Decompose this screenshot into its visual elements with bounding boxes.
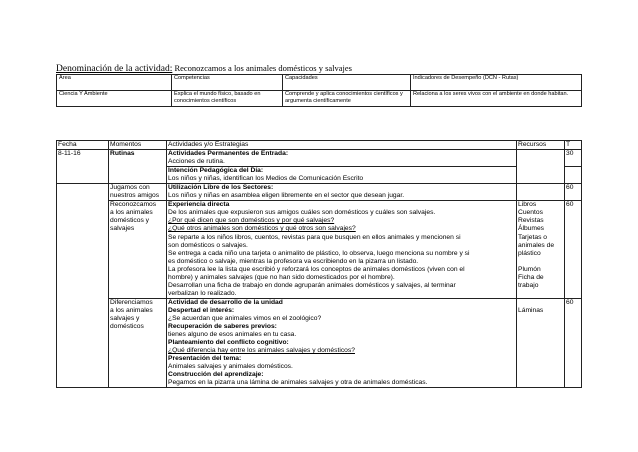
info-table-row bbox=[57, 91, 582, 107]
recurso-item: Ficha de bbox=[518, 273, 544, 281]
recurso-item bbox=[518, 258, 563, 266]
activities-header-row bbox=[57, 141, 582, 150]
table-row bbox=[57, 150, 582, 167]
activity-line: Se entrega a cada niño una tarjeta o animalito de plástico, lo observa, luego menciona su nombre y si bbox=[168, 249, 470, 257]
activity-title: Actividades Permanentes de Entrada: bbox=[168, 150, 289, 158]
activity-cell bbox=[167, 298, 517, 388]
momento-cell bbox=[109, 298, 167, 388]
recurso-item: Revistas bbox=[518, 217, 544, 225]
momento-line: Diferenciamos bbox=[110, 298, 153, 306]
momento-line: a los animales bbox=[110, 306, 153, 314]
section-title: Presentación del tema: bbox=[168, 355, 242, 363]
fecha-cell: 8-11-16 bbox=[57, 150, 109, 184]
activity-cell bbox=[167, 167, 517, 184]
recurso-item: animales de bbox=[518, 241, 555, 249]
activity-line: Desarrollan una ficha de trabajo en donde agruparán animales domésticos y salvajes, al terminar bbox=[168, 281, 456, 289]
recurso-item: Tarjetas o bbox=[518, 233, 547, 241]
activity-line: son domésticos o salvajes. bbox=[168, 241, 248, 249]
activity-line: Los niños y niñas en asamblea eligen libremente en el sector que desean jugar. bbox=[168, 192, 405, 200]
momento-line: salvajes y bbox=[110, 314, 140, 322]
info-cell-area: Ciencia Y Ambiente bbox=[57, 91, 172, 107]
activity-line: ¿Qué otros animales son domésticos y qué otros son salvajes? bbox=[168, 225, 356, 233]
activity-line: Los niños y niñas, identifican los Medios de Comunicación Escrito bbox=[168, 175, 364, 183]
activity-title: Experiencia directa bbox=[168, 201, 230, 209]
activity-line: Se reparte a los niños libros, cuentos, revistas para que busquen en ellos animales y mencionen si bbox=[168, 233, 461, 241]
activity-line: Pegamos en la pizarra una lámina de animales salvajes y otra de animales domésticas. bbox=[168, 379, 428, 387]
section-title: Recuperación de saberes previos: bbox=[168, 323, 277, 331]
info-cell-capacidades: Comprende y aplica conocimientos científicos y argumenta científicamente bbox=[283, 91, 411, 107]
activity-line: ¿Se acuerdan que animales vimos en el zoológico? bbox=[168, 314, 322, 322]
activity-line: tienes alguno de esos animales en tu casa. bbox=[168, 331, 297, 339]
info-header-capacidades: Capacidades bbox=[283, 75, 411, 91]
recurso-item: Álbumes bbox=[518, 225, 545, 233]
recurso-item: trabajo bbox=[518, 281, 539, 289]
header-fecha: Fecha bbox=[57, 141, 109, 150]
tiempo-cell bbox=[565, 167, 582, 184]
activity-heading-label: Denominación de la actividad: bbox=[56, 64, 173, 74]
activity-line: La profesora lee la lista que escribió y reforzará los conceptos de animales domésticos (viven con el bbox=[168, 265, 465, 273]
momento-cell-rutinas: Rutinas bbox=[109, 150, 167, 184]
header-momentos: Momentos bbox=[109, 141, 167, 150]
recurso-item: Libros bbox=[518, 201, 537, 209]
table-row bbox=[57, 298, 582, 388]
activity-line: Acciones de rutina. bbox=[168, 158, 225, 166]
momento-line: a los animales bbox=[110, 209, 153, 217]
recursos-cell bbox=[517, 150, 565, 184]
recurso-item: Plumón bbox=[518, 265, 541, 273]
info-table-header-row bbox=[57, 75, 582, 91]
activity-title: Intención Pedagógica del Día: bbox=[168, 167, 264, 175]
activity-line: ¿Qué diferencia hay entre los animales salvajes y domésticos? bbox=[168, 347, 355, 355]
momento-line: Jugamos con bbox=[110, 184, 150, 192]
activity-cell bbox=[167, 184, 517, 201]
info-header-area: Área bbox=[57, 75, 172, 91]
info-header-competencias: Competencias bbox=[172, 75, 283, 91]
header-recursos: Recursos bbox=[517, 141, 565, 150]
info-header-indicadores: Indicadores de Desempeño (DCN - Rutas) bbox=[411, 75, 582, 91]
section-title: Actividad de desarrollo de la unidad bbox=[168, 298, 283, 306]
activity-line: verbalizan lo realizado. bbox=[168, 289, 237, 297]
recurso-item bbox=[518, 299, 563, 307]
momento-line: Reconozcamos bbox=[110, 201, 157, 209]
momento-cell bbox=[109, 184, 167, 201]
activity-line: ¿Por qué dicen que son domésticos y por qué salvajes? bbox=[168, 217, 335, 225]
activity-cell bbox=[167, 150, 517, 167]
recurso-item: Láminas bbox=[518, 306, 544, 314]
recursos-cell bbox=[517, 298, 565, 388]
momento-cell bbox=[109, 201, 167, 299]
recurso-item: Cuentos bbox=[518, 209, 543, 217]
table-row bbox=[57, 201, 582, 299]
activity-line: hombre) y animales salvajes (que no han sido domesticados por el hombre). bbox=[168, 273, 395, 281]
section-title: Planteamiento del conflicto cognitivo: bbox=[168, 339, 289, 347]
momento-line: salvajes bbox=[110, 225, 135, 233]
header-actividades: Actividades y/o Estrategias bbox=[167, 141, 517, 150]
tiempo-cell: 30 bbox=[565, 150, 582, 167]
momento-line: domésticos bbox=[110, 323, 144, 331]
momento-line: nuestros amigos bbox=[110, 192, 160, 200]
tiempo-cell: 60 bbox=[565, 184, 582, 201]
activity-heading bbox=[56, 63, 352, 74]
activity-cell bbox=[167, 201, 517, 299]
section-title: Construcción del aprendizaje: bbox=[168, 371, 264, 379]
momento-line: domésticos y bbox=[110, 217, 150, 225]
activity-heading-value: Reconozcamos a los animales domésticos y salvajes bbox=[172, 63, 352, 73]
info-table bbox=[56, 74, 582, 107]
activity-line: De los animales que expusieron sus amigos cuáles son domésticos y cuáles son salvajes. bbox=[168, 209, 436, 217]
activity-title: Utilización Libre de los Sectores: bbox=[168, 184, 274, 192]
tiempo-cell: 60 bbox=[565, 298, 582, 388]
activities-table bbox=[56, 140, 582, 388]
tiempo-cell: 60 bbox=[565, 201, 582, 299]
fecha-cell bbox=[57, 184, 109, 388]
recurso-item: plástico bbox=[518, 249, 541, 257]
table-row bbox=[57, 184, 582, 201]
header-tiempo: T bbox=[565, 141, 582, 150]
recursos-cell bbox=[517, 201, 565, 299]
activity-line: Animales salvajes y animales domésticos. bbox=[168, 363, 293, 371]
recursos-cell bbox=[517, 184, 565, 201]
info-cell-competencias: Explica el mundo físico, basado en conocimientos científicos bbox=[172, 91, 283, 107]
info-cell-indicadores: Relaciona a los seres vivos con el ambiente en donde habitan. bbox=[411, 91, 582, 107]
section-title: Despertad el interés: bbox=[168, 306, 235, 314]
activity-line: es doméstico o salvaje, mientras la profesora va escribiendo en la pizarra un listado. bbox=[168, 257, 419, 265]
